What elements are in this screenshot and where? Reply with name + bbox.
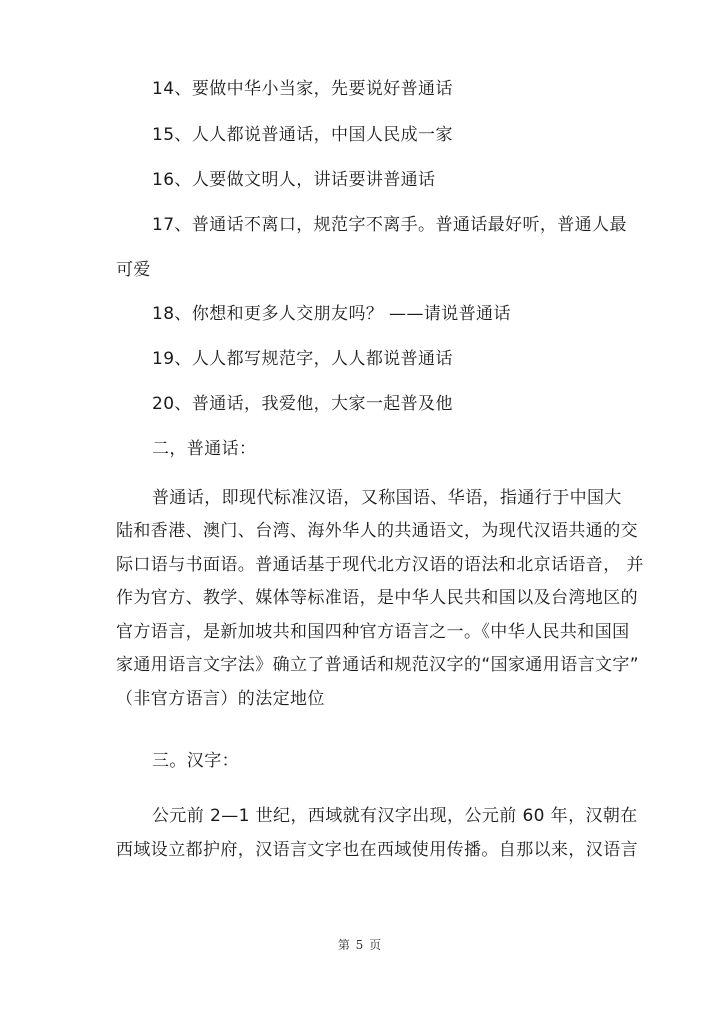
page-number: 第 5 页 <box>337 938 383 952</box>
paragraph-line: （非官方语言）的法定地位 <box>116 689 325 709</box>
list-item-17-continuation: 可爱 <box>116 260 151 280</box>
list-item-14: 14、要做中华小当家，先要说好普通话 <box>152 79 453 99</box>
paragraph-line: 普通话，即现代标准汉语，又称国语、华语，指通行于中国大 <box>152 488 622 508</box>
list-item-16: 16、人要做文明人，讲话要讲普通话 <box>152 170 436 190</box>
section-heading-putonghua: 二，普通话： <box>152 439 257 459</box>
paragraph-line: 官方语言，是新加坡共和国四种官方语言之一。《中华人民共和国国 <box>116 622 630 642</box>
paragraph-line: 际口语与书面语。普通话基于现代北方汉语的语法和北京话语音， 并 <box>116 555 644 575</box>
paragraph-line: 陆和香港、澳门、台湾、海外华人的共通语文，为现代汉语共通的交 <box>116 521 638 541</box>
paragraph-line: 西域设立都护府，汉语言文字也在西域使用传播。自那以来，汉语言 <box>116 840 638 860</box>
list-item-20: 20、普通话，我爱他，大家一起普及他 <box>152 394 453 414</box>
list-item-19: 19、人人都写规范字，人人都说普通话 <box>152 349 453 369</box>
paragraph-line: 家通用语言文字法》确立了普通话和规范汉字的“国家通用语言文字” <box>116 655 640 675</box>
list-item-18: 18、你想和更多人交朋友吗？ ——请说普通话 <box>152 304 511 324</box>
list-item-15: 15、人人都说普通话，中国人民成一家 <box>152 125 453 145</box>
list-item-17: 17、普通话不离口，规范字不离手。普通话最好听，普通人最 <box>152 215 627 235</box>
paragraph-line: 作为官方、教学、媒体等标准语，是中华人民共和国以及台湾地区的 <box>116 588 638 608</box>
paragraph-line: 公元前 2—1 世纪，西域就有汉字出现，公元前 60 年，汉朝在 <box>152 806 638 826</box>
section-heading-hanzi: 三。汉字： <box>152 751 239 771</box>
